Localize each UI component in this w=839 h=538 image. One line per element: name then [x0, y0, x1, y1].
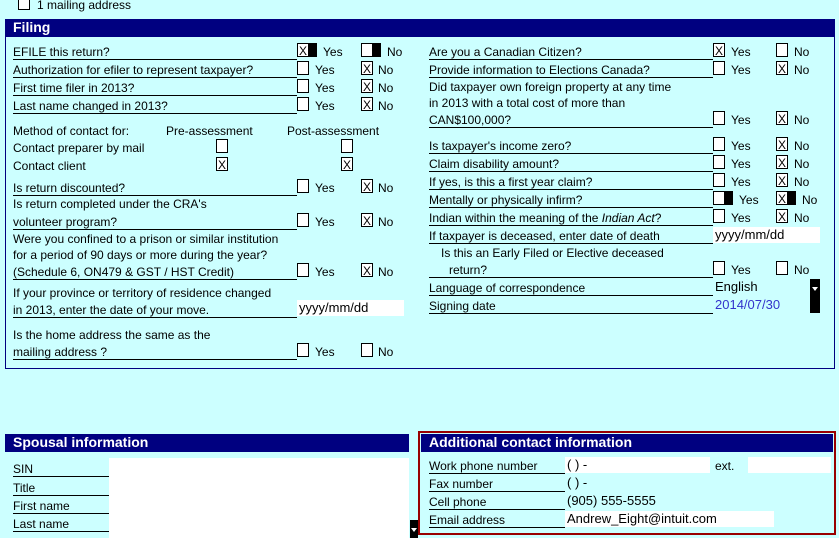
prison-no-checkbox[interactable]: X: [362, 264, 371, 278]
post-assessment-label: Post-assessment: [287, 124, 380, 138]
early-filed-no-checkbox[interactable]: [776, 261, 788, 275]
home-address-yes-label: Yes: [315, 345, 335, 359]
citizen-no-checkbox[interactable]: [776, 43, 788, 57]
elections-yes-label: Yes: [731, 63, 751, 77]
cell-phone-label: Cell phone: [429, 495, 565, 510]
chevron-down-icon: [411, 528, 417, 532]
prison-yes-checkbox[interactable]: [297, 263, 309, 277]
efile-label: EFILE this return?: [13, 45, 297, 60]
contact-preparer-post-checkbox[interactable]: [341, 139, 353, 153]
home-address-yes-checkbox[interactable]: [297, 343, 309, 357]
citizen-no-label: No: [794, 45, 810, 59]
indian-act-no-label: No: [794, 211, 810, 225]
mailing-address-label: 1 mailing address: [37, 0, 132, 12]
contact-client-pre-checkbox[interactable]: X: [217, 158, 226, 172]
chevron-down-icon: [812, 287, 818, 291]
email-input[interactable]: Andrew_Eight@intuit.com: [565, 511, 774, 527]
efile-no-marker: [373, 43, 381, 57]
prison-label-1: Were you confined to a prison or similar institution: [13, 232, 279, 246]
authorization-no-label: No: [378, 63, 394, 77]
contact-method-label: Method of contact for:: [13, 124, 130, 138]
foreign-property-label-1: Did taxpayer own foreign property at any time: [429, 80, 672, 94]
elections-yes-checkbox[interactable]: [713, 61, 725, 75]
date-of-death-input[interactable]: yyyy/mm/dd: [713, 227, 820, 243]
spousal-dropdown-button[interactable]: [410, 520, 418, 538]
volunteer-label-2: volunteer program?: [13, 215, 297, 230]
ext-label: ext.: [715, 459, 735, 473]
first-time-filer-label: First time filer in 2013?: [13, 81, 297, 96]
infirm-yes-label: Yes: [739, 193, 759, 207]
income-zero-yes-label: Yes: [731, 139, 751, 153]
province-label-2: in 2013, enter the date of your move.: [13, 303, 297, 318]
home-address-no-label: No: [378, 345, 394, 359]
early-filed-yes-label: Yes: [731, 263, 751, 277]
first-year-yes-checkbox[interactable]: [713, 173, 725, 187]
discounted-no-checkbox[interactable]: X: [362, 180, 371, 194]
volunteer-label-1: Is return completed under the CRA's: [13, 197, 207, 211]
spousal-last-name-label: Last name: [13, 517, 109, 532]
income-zero-no-label: No: [794, 139, 810, 153]
authorization-yes-checkbox[interactable]: [297, 61, 309, 75]
foreign-property-label-2: in 2013 with a total cost of more than: [429, 96, 626, 110]
last-name-yes-label: Yes: [315, 99, 335, 113]
spousal-sin-label: SIN: [13, 462, 109, 477]
work-phone-input[interactable]: ( ) -: [565, 457, 710, 473]
indian-act-label-post: ?: [654, 211, 662, 225]
indian-act-yes-checkbox[interactable]: [713, 209, 725, 223]
home-address-label-2: mailing address ?: [13, 345, 297, 360]
efile-yes-label: Yes: [323, 45, 343, 59]
infirm-yes-marker: [725, 191, 733, 205]
first-time-no-label: No: [378, 81, 394, 95]
foreign-property-no-label: No: [794, 113, 810, 127]
contact-preparer-label: Contact preparer by mail: [13, 141, 145, 155]
efile-yes-marker: [309, 43, 317, 57]
last-name-yes-checkbox[interactable]: [297, 97, 309, 111]
contact-client-label: Contact client: [13, 159, 86, 173]
authorization-label: Authorization for efiler to represent taxpayer?: [13, 63, 297, 78]
prison-no-label: No: [378, 265, 394, 279]
disability-yes-label: Yes: [731, 157, 751, 171]
first-time-yes-label: Yes: [315, 81, 335, 95]
early-filed-label-1: Is this an Early Filed or Elective deceased: [441, 246, 664, 260]
spousal-inputs-area[interactable]: [109, 458, 409, 538]
indian-act-label-pre: Indian within the meaning of the: [429, 211, 602, 225]
elections-no-checkbox[interactable]: X: [777, 62, 786, 76]
contact-client-post-checkbox[interactable]: X: [342, 158, 351, 172]
deceased-label: If taxpayer is deceased, enter date of death: [429, 229, 713, 244]
efile-yes-checkbox[interactable]: X: [298, 44, 307, 58]
first-time-no-checkbox[interactable]: X: [362, 80, 371, 94]
last-name-no-label: No: [378, 99, 394, 113]
citizen-yes-checkbox[interactable]: X: [714, 44, 723, 58]
signing-date-input[interactable]: 2014/07/30: [715, 297, 781, 312]
prison-yes-label: Yes: [315, 265, 335, 279]
discounted-yes-checkbox[interactable]: [297, 179, 309, 193]
indian-act-label-em: Indian Act: [601, 211, 655, 225]
volunteer-yes-label: Yes: [315, 215, 335, 229]
first-year-yes-label: Yes: [731, 175, 751, 189]
foreign-property-yes-label: Yes: [731, 113, 751, 127]
disability-no-label: No: [794, 157, 810, 171]
elections-label: Provide information to Elections Canada?: [429, 63, 713, 78]
discounted-label: Is return discounted?: [13, 181, 297, 196]
early-filed-yes-checkbox[interactable]: [713, 261, 725, 275]
language-dropdown-button[interactable]: [810, 279, 820, 313]
authorization-no-checkbox[interactable]: X: [362, 62, 371, 76]
home-address-no-checkbox[interactable]: [361, 343, 373, 357]
province-move-date-input[interactable]: yyyy/mm/dd: [297, 300, 404, 316]
infirm-no-label: No: [802, 193, 818, 207]
work-phone-label: Work phone number: [429, 459, 565, 474]
disability-no-checkbox[interactable]: X: [777, 156, 786, 170]
infirm-no-checkbox[interactable]: X: [777, 192, 786, 206]
first-year-no-checkbox[interactable]: X: [777, 174, 786, 188]
spousal-first-name-label: First name: [13, 499, 109, 514]
cell-phone-input[interactable]: (905) 555-5555: [567, 493, 656, 508]
infirm-no-marker: [788, 191, 796, 205]
spousal-title-label: Title: [13, 481, 109, 496]
fax-input[interactable]: ( ) -: [567, 475, 588, 490]
home-address-label-1: Is the home address the same as the: [13, 328, 211, 342]
volunteer-yes-checkbox[interactable]: [297, 213, 309, 227]
citizen-label: Are you a Canadian Citizen?: [429, 45, 713, 60]
income-zero-yes-checkbox[interactable]: [713, 137, 725, 151]
income-zero-no-checkbox[interactable]: X: [777, 138, 786, 152]
disability-label: Claim disability amount?: [429, 157, 713, 172]
contact-header: Additional contact information: [421, 434, 833, 452]
signing-date-label: Signing date: [429, 299, 713, 314]
contact-preparer-pre-checkbox[interactable]: [216, 139, 228, 153]
early-filed-no-label: No: [794, 263, 810, 277]
first-time-yes-checkbox[interactable]: [297, 79, 309, 93]
indian-act-label: [429, 211, 713, 226]
elections-no-label: No: [794, 63, 810, 77]
fax-label: Fax number: [429, 477, 565, 492]
citizen-yes-label: Yes: [731, 45, 751, 59]
discounted-yes-label: Yes: [315, 181, 335, 195]
language-select[interactable]: English: [715, 279, 758, 294]
first-year-no-label: No: [794, 175, 810, 189]
discounted-no-label: No: [378, 181, 394, 195]
prison-label-2: for a period of 90 days or more during the year?: [13, 248, 268, 262]
last-name-changed-label: Last name changed in 2013?: [13, 99, 297, 114]
prison-label-3: (Schedule 6, ON479 & GST / HST Credit): [13, 265, 297, 280]
infirm-yes-checkbox[interactable]: [713, 191, 725, 205]
foreign-property-label-3: CAN$100,000?: [429, 113, 713, 128]
last-name-no-checkbox[interactable]: X: [362, 98, 371, 112]
indian-act-no-checkbox[interactable]: X: [777, 210, 786, 224]
foreign-property-yes-checkbox[interactable]: [713, 111, 725, 125]
efile-no-label: No: [387, 45, 403, 59]
income-zero-label: Is taxpayer's income zero?: [429, 139, 713, 154]
early-filed-label-2: return?: [429, 263, 713, 278]
volunteer-no-label: No: [378, 215, 394, 229]
ext-input[interactable]: [748, 457, 831, 473]
indian-act-yes-label: Yes: [731, 211, 751, 225]
spousal-header: Spousal information: [5, 434, 409, 452]
disability-yes-checkbox[interactable]: [713, 155, 725, 169]
filing-header: Filing: [5, 19, 835, 37]
volunteer-no-checkbox[interactable]: X: [362, 214, 371, 228]
email-label: Email address: [429, 513, 565, 528]
authorization-yes-label: Yes: [315, 63, 335, 77]
first-year-claim-label: If yes, is this a first year claim?: [429, 175, 713, 190]
mailing-address-checkbox[interactable]: [18, 0, 30, 10]
language-label: Language of correspondence: [429, 281, 713, 296]
efile-no-checkbox[interactable]: [361, 43, 373, 57]
pre-assessment-label: Pre-assessment: [166, 124, 253, 138]
infirm-label: Mentally or physically infirm?: [429, 193, 713, 208]
province-label-1: If your province or territory of residence changed: [13, 286, 272, 300]
foreign-property-no-checkbox[interactable]: X: [777, 112, 786, 126]
